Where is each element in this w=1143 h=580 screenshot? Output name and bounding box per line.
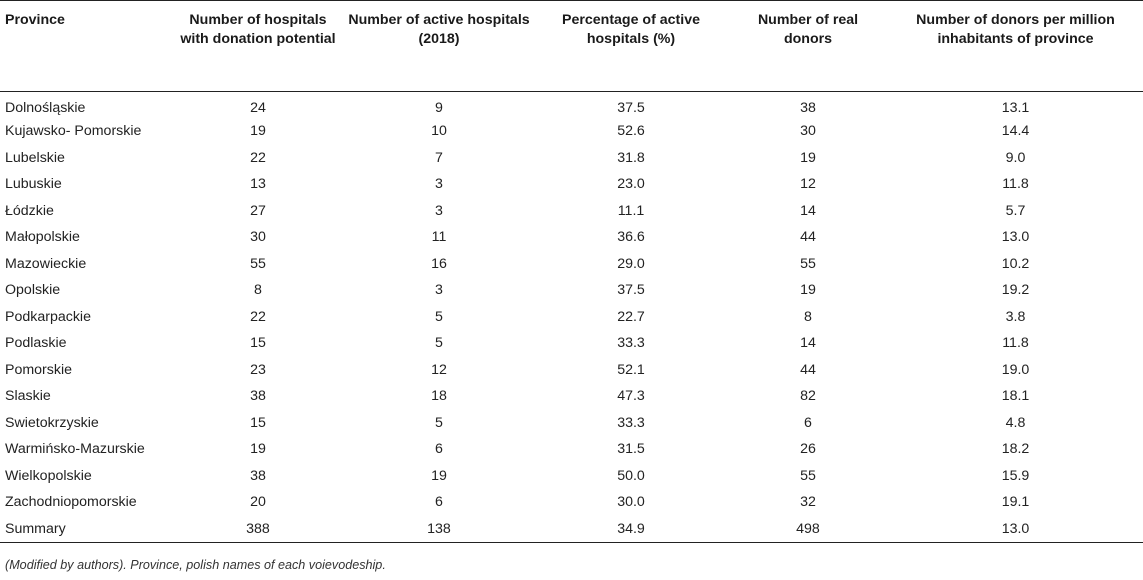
cell-hospitals-with-potential: 24 xyxy=(250,99,266,116)
cell-hospitals-with-potential: 23 xyxy=(250,361,266,378)
cell-hospitals-with-potential: 27 xyxy=(250,202,266,219)
cell-province: Slaskie xyxy=(5,388,51,405)
table-row xyxy=(0,357,1143,384)
table-row xyxy=(0,410,1143,437)
cell-percentage-active: 31.5 xyxy=(617,441,645,458)
cell-active-hospitals: 18 xyxy=(431,388,447,405)
cell-real-donors: 32 xyxy=(800,494,816,511)
header-province: Province xyxy=(0,1,172,92)
table-row xyxy=(0,383,1143,410)
header-donors-per-million: Number of donors per million inhabitants of province xyxy=(888,1,1143,92)
cell-percentage-active: 31.8 xyxy=(617,149,645,166)
cell-donors-per-million: 5.7 xyxy=(1005,202,1026,219)
cell-hospitals-with-potential: 20 xyxy=(250,494,266,511)
cell-hospitals-with-potential: 15 xyxy=(250,414,266,431)
cell-percentage-active: 36.6 xyxy=(617,229,645,246)
cell-active-hospitals: 5 xyxy=(435,414,443,431)
cell-donors-per-million: 3.8 xyxy=(1005,308,1026,325)
header-active-hospitals: Number of active hospitals (2018) xyxy=(344,1,534,92)
cell-percentage-active: 29.0 xyxy=(617,255,645,272)
table-row xyxy=(0,145,1143,172)
table-row xyxy=(0,92,1143,119)
cell-province: Opolskie xyxy=(5,282,61,299)
cell-real-donors: 498 xyxy=(728,516,888,543)
cell-real-donors: 8 xyxy=(804,308,812,325)
cell-hospitals-with-potential: 19 xyxy=(250,123,266,140)
cell-province: Małopolskie xyxy=(5,229,80,246)
cell-province: Kujawsko- Pomorskie xyxy=(5,123,142,140)
cell-donors-per-million: 18.2 xyxy=(1001,441,1030,458)
cell-percentage-active: 33.3 xyxy=(617,414,645,431)
cell-percentage-active: 50.0 xyxy=(617,467,645,484)
cell-donors-per-million: 10.2 xyxy=(1001,255,1030,272)
cell-percentage-active: 52.1 xyxy=(617,361,645,378)
table-row xyxy=(0,277,1143,304)
cell-hospitals-with-potential: 15 xyxy=(250,335,266,352)
cell-percentage-active: 37.5 xyxy=(617,282,645,299)
cell-real-donors: 12 xyxy=(800,176,816,193)
cell-hospitals-with-potential: 8 xyxy=(254,282,262,299)
cell-donors-per-million: 13.0 xyxy=(1001,229,1030,246)
cell-province: Łódzkie xyxy=(5,202,54,219)
cell-province: Wielkopolskie xyxy=(5,467,92,484)
cell-hospitals-with-potential: 22 xyxy=(250,308,266,325)
cell-province: Pomorskie xyxy=(5,361,73,378)
cell-active-hospitals: 6 xyxy=(435,494,443,511)
cell-active-hospitals: 7 xyxy=(435,149,443,166)
cell-real-donors: 6 xyxy=(804,414,812,431)
cell-real-donors: 14 xyxy=(800,202,816,219)
table-row xyxy=(0,330,1143,357)
table-header xyxy=(0,1,1143,92)
cell-real-donors: 38 xyxy=(800,99,816,116)
cell-percentage-active: 33.3 xyxy=(617,335,645,352)
cell-active-hospitals: 138 xyxy=(344,516,534,543)
cell-hospitals-with-potential: 55 xyxy=(250,255,266,272)
cell-real-donors: 14 xyxy=(800,335,816,352)
cell-hospitals-with-potential: 30 xyxy=(250,229,266,246)
cell-real-donors: 44 xyxy=(800,229,816,246)
table-row xyxy=(0,436,1143,463)
cell-active-hospitals: 16 xyxy=(431,255,447,272)
cell-hospitals-with-potential: 38 xyxy=(250,467,266,484)
cell-province: Podlaskie xyxy=(5,335,67,352)
cell-donors-per-million: 13.0 xyxy=(888,516,1143,543)
cell-hospitals-with-potential: 388 xyxy=(172,516,344,543)
cell-province: Mazowieckie xyxy=(5,255,87,272)
cell-active-hospitals: 3 xyxy=(435,176,443,193)
cell-percentage-active: 34.9 xyxy=(534,516,728,543)
cell-donors-per-million: 4.8 xyxy=(1005,414,1026,431)
table-body xyxy=(0,92,1143,543)
cell-hospitals-with-potential: 38 xyxy=(250,388,266,405)
cell-percentage-active: 30.0 xyxy=(617,494,645,511)
cell-real-donors: 82 xyxy=(800,388,816,405)
cell-real-donors: 26 xyxy=(800,441,816,458)
table-row xyxy=(0,251,1143,278)
cell-donors-per-million: 11.8 xyxy=(1002,176,1029,193)
table-row xyxy=(0,118,1143,145)
cell-donors-per-million: 18.1 xyxy=(1001,388,1030,405)
cell-donors-per-million: 14.4 xyxy=(1001,123,1030,140)
cell-hospitals-with-potential: 13 xyxy=(250,176,266,193)
cell-active-hospitals: 3 xyxy=(435,202,443,219)
table-row xyxy=(0,489,1143,516)
cell-province: Zachodniopomorskie xyxy=(5,494,137,511)
table-row xyxy=(0,198,1143,225)
table-footnote: (Modified by authors). Province, polish names of each voievodeship. xyxy=(5,558,386,572)
table-row xyxy=(0,463,1143,490)
cell-donors-per-million: 19.2 xyxy=(1001,282,1030,299)
table-row xyxy=(0,171,1143,198)
header-real-donors: Number of real donors xyxy=(728,1,888,92)
cell-province: Summary xyxy=(0,516,172,543)
cell-real-donors: 19 xyxy=(800,149,816,166)
header-hospitals-with-potential: Number of hospitals with donation potential xyxy=(172,1,344,92)
summary-row xyxy=(0,516,1143,543)
cell-real-donors: 19 xyxy=(800,282,816,299)
cell-percentage-active: 52.6 xyxy=(617,123,645,140)
table-row xyxy=(0,224,1143,251)
cell-donors-per-million: 9.0 xyxy=(1005,149,1026,166)
cell-hospitals-with-potential: 19 xyxy=(250,441,266,458)
cell-active-hospitals: 6 xyxy=(435,441,443,458)
cell-province: Dolnośląskie xyxy=(5,99,86,116)
cell-active-hospitals: 9 xyxy=(435,99,443,116)
header-percentage-active: Percentage of active hospitals (%) xyxy=(534,1,728,92)
cell-real-donors: 55 xyxy=(800,467,816,484)
cell-percentage-active: 37.5 xyxy=(617,99,645,116)
cell-province: Lubuskie xyxy=(5,176,62,193)
cell-active-hospitals: 11 xyxy=(431,229,447,246)
cell-active-hospitals: 3 xyxy=(435,282,443,299)
cell-active-hospitals: 5 xyxy=(435,308,443,325)
cell-percentage-active: 22.7 xyxy=(617,308,645,325)
cell-real-donors: 44 xyxy=(800,361,816,378)
cell-province: Podkarpackie xyxy=(5,308,91,325)
cell-donors-per-million: 13.1 xyxy=(1001,99,1030,116)
cell-donors-per-million: 15.9 xyxy=(1001,467,1030,484)
cell-active-hospitals: 5 xyxy=(435,335,443,352)
cell-real-donors: 30 xyxy=(800,123,816,140)
cell-active-hospitals: 12 xyxy=(431,361,447,378)
cell-real-donors: 55 xyxy=(800,255,816,272)
cell-active-hospitals: 10 xyxy=(431,123,447,140)
header-row xyxy=(0,1,1143,92)
cell-province: Warmińsko-Mazurskie xyxy=(5,441,145,458)
cell-active-hospitals: 19 xyxy=(431,467,447,484)
cell-province: Swietokrzyskie xyxy=(5,414,99,431)
cell-donors-per-million: 11.8 xyxy=(1002,335,1029,352)
cell-percentage-active: 23.0 xyxy=(617,176,645,193)
table-row xyxy=(0,304,1143,331)
cell-percentage-active: 47.3 xyxy=(617,388,645,405)
cell-donors-per-million: 19.1 xyxy=(1001,494,1030,511)
cell-percentage-active: 11.1 xyxy=(617,202,645,219)
cell-province: Lubelskie xyxy=(5,149,65,166)
cell-hospitals-with-potential: 22 xyxy=(250,149,266,166)
cell-donors-per-million: 19.0 xyxy=(1001,361,1030,378)
